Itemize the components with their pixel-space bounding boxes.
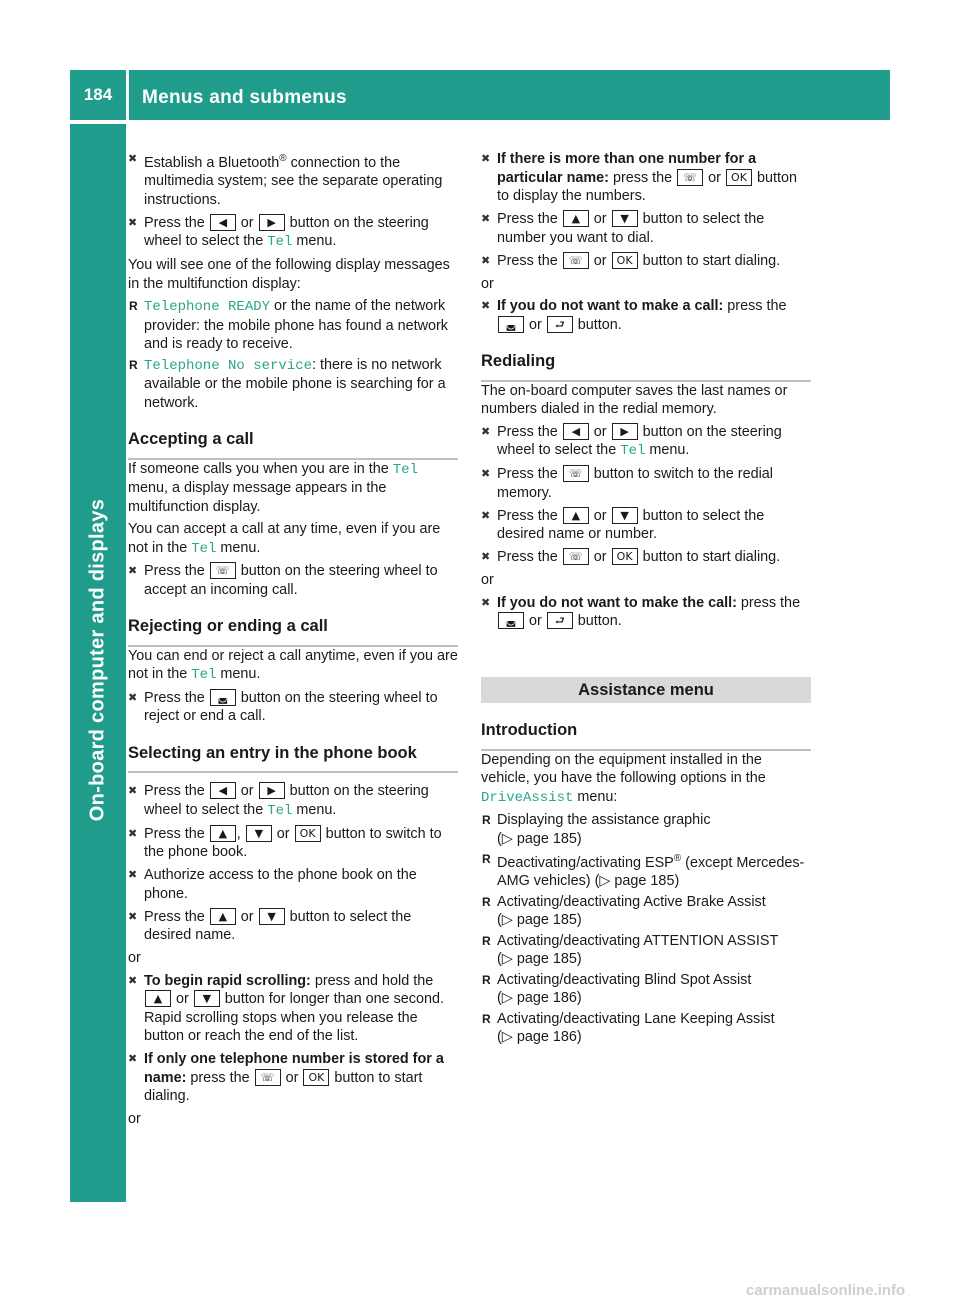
or-text: or (128, 1111, 141, 1128)
heading-phone-book: Selecting an entry in the phone book (128, 744, 458, 774)
or-text: or (481, 275, 494, 292)
right-column (481, 150, 811, 1049)
ok-key-icon: OK (726, 169, 752, 186)
ok-key-icon: OK (303, 1069, 329, 1086)
step-redial-1: ✖ Press the ◀ or ▶ button on the steering wheel to select the Tel menu. (481, 423, 811, 461)
step-book-2: ✖ Press the ▲ , ▼ or OK button to switch to the phone book. (128, 825, 458, 862)
or-text: or (128, 950, 141, 967)
step-book-3: ✖ Authorize access to the phone book on the phone. (128, 866, 458, 903)
heading-introduction: Introduction (481, 721, 811, 751)
sidebar-label: On-board computer and displays (86, 498, 109, 822)
left-arrow-key-icon: ◀ (210, 782, 236, 799)
accept-paragraph-2: You can accept a call at any time, even if you are not in the Tel menu. (128, 521, 441, 557)
hangup-key-icon: ◛ (498, 612, 524, 629)
step-redial-3: ✖ Press the ▲ or ▼ button to select the desired name or number. (481, 507, 811, 544)
redial-paragraph: The on-board computer saves the last names or numbers dialed in the redial memory. (481, 382, 788, 417)
hangup-key-icon: ◛ (210, 689, 236, 706)
header-divider (126, 70, 129, 120)
list-item: R Activating/deactivating ATTENTION ASSIST (▷ page 185) (481, 932, 811, 969)
phone-key-icon: ☏ (677, 169, 703, 186)
step-redial-2: ✖ Press the ☏ button to switch to the redial memory. (481, 465, 811, 502)
list-item: R Telephone No service: there is no network available or the mobile phone is searching for a network. (128, 356, 458, 413)
down-arrow-key-icon: ▼ (194, 990, 220, 1007)
heading-redialing: Redialing (481, 352, 811, 382)
back-key-icon: ⮐ (547, 316, 573, 333)
down-arrow-key-icon: ▼ (246, 825, 272, 842)
up-arrow-key-icon: ▲ (145, 990, 171, 1007)
step-redial-4: ✖ Press the ☏ or OK button to start dialing. (481, 548, 811, 567)
up-arrow-key-icon: ▲ (210, 825, 236, 842)
left-column (128, 150, 458, 1133)
ok-key-icon: OK (295, 825, 321, 842)
right-arrow-key-icon: ▶ (259, 214, 285, 231)
step-no-the-call: ✖ If you do not want to make the call: press the ◛ or ⮐ button. (481, 594, 811, 631)
accept-paragraph-1: If someone calls you when you are in the Tel menu, a display message appears in the multifunction display. (128, 460, 418, 515)
step-bluetooth: ✖ Establish a Bluetooth® connection to the multimedia system; see the separate operating instructions. (128, 150, 458, 209)
intro-paragraph: Depending on the equipment installed in the vehicle, you have the following options in the DriveAssist menu: (481, 751, 766, 806)
phone-key-icon: ☏ (210, 562, 236, 579)
left-arrow-key-icon: ◀ (563, 423, 589, 440)
right-arrow-key-icon: ▶ (612, 423, 638, 440)
down-arrow-key-icon: ▼ (612, 210, 638, 227)
phone-key-icon: ☏ (255, 1069, 281, 1086)
list-item: R Activating/deactivating Active Brake Assist (▷ page 185) (481, 893, 811, 930)
step-accept: ✖ Press the ☏ button on the steering wheel to accept an incoming call. (128, 562, 458, 599)
section-assistance-menu: Assistance menu (481, 677, 811, 704)
up-arrow-key-icon: ▲ (210, 908, 236, 925)
down-arrow-key-icon: ▼ (259, 908, 285, 925)
step-rapid-scroll: ✖ To begin rapid scrolling: press and hold the ▲ or ▼ button for longer than one second. Rapid scrolling stops when you release the button or reach the end of the list. (128, 972, 458, 1046)
right-arrow-key-icon: ▶ (259, 782, 285, 799)
step-start-dialing: ✖ Press the ☏ or OK button to start dialing. (481, 252, 811, 271)
up-arrow-key-icon: ▲ (563, 507, 589, 524)
hangup-key-icon: ◛ (498, 316, 524, 333)
heading-rejecting-call: Rejecting or ending a call (128, 617, 458, 647)
step-select-number: ✖ Press the ▲ or ▼ button to select the number you want to dial. (481, 210, 811, 247)
or-text: or (481, 572, 494, 588)
left-arrow-key-icon: ◀ (210, 214, 236, 231)
step-reject: ✖ Press the ◛ button on the steering wheel to reject or end a call. (128, 689, 458, 726)
phone-key-icon: ☏ (563, 252, 589, 269)
step-no-call: ✖ If you do not want to make a call: press the ◛ or ⮐ button. (481, 297, 811, 334)
list-item: R Activating/deactivating Blind Spot Assist (▷ page 186) (481, 971, 811, 1008)
heading-accepting-call: Accepting a call (128, 430, 458, 460)
reject-paragraph: You can end or reject a call anytime, even if you are not in the Tel menu. (128, 647, 458, 684)
footer-watermark: carmanualsonline.info (746, 1282, 906, 1299)
step-select-tel: ✖ Press the ◀ or ▶ button on the steering wheel to select the Tel menu. (128, 214, 458, 252)
step-book-1: ✖ Press the ◀ or ▶ button on the steering wheel to select the Tel menu. (128, 782, 458, 820)
list-item: R Displaying the assistance graphic (▷ page 185) (481, 811, 811, 848)
ok-key-icon: OK (612, 548, 638, 565)
phone-key-icon: ☏ (563, 548, 589, 565)
intro-text: You will see one of the following display messages in the multifunction display: (128, 257, 450, 292)
page-number: 184 (83, 85, 113, 104)
step-only-one-number: ✖ If only one telephone number is stored for a name: press the ☏ or OK button to start dialing. (128, 1050, 458, 1106)
list-item: R Activating/deactivating Lane Keeping Assist (▷ page 186) (481, 1010, 811, 1047)
list-item: R Deactivating/activating ESP® (except Mercedes-AMG vehicles) (▷ page 185) (481, 850, 811, 891)
list-item: R Telephone READY or the name of the network provider: the mobile phone has found a network and is ready to receive. (128, 297, 458, 354)
step-more-numbers: ✖ If there is more than one number for a particular name: press the ☏ or OK button to display the numbers. (481, 150, 811, 206)
down-arrow-key-icon: ▼ (612, 507, 638, 524)
back-key-icon: ⮐ (547, 612, 573, 629)
page-title: Menus and submenus (142, 87, 347, 108)
step-book-4: ✖ Press the ▲ or ▼ button to select the desired name. (128, 908, 458, 945)
up-arrow-key-icon: ▲ (563, 210, 589, 227)
ok-key-icon: OK (612, 252, 638, 269)
phone-key-icon: ☏ (563, 465, 589, 482)
